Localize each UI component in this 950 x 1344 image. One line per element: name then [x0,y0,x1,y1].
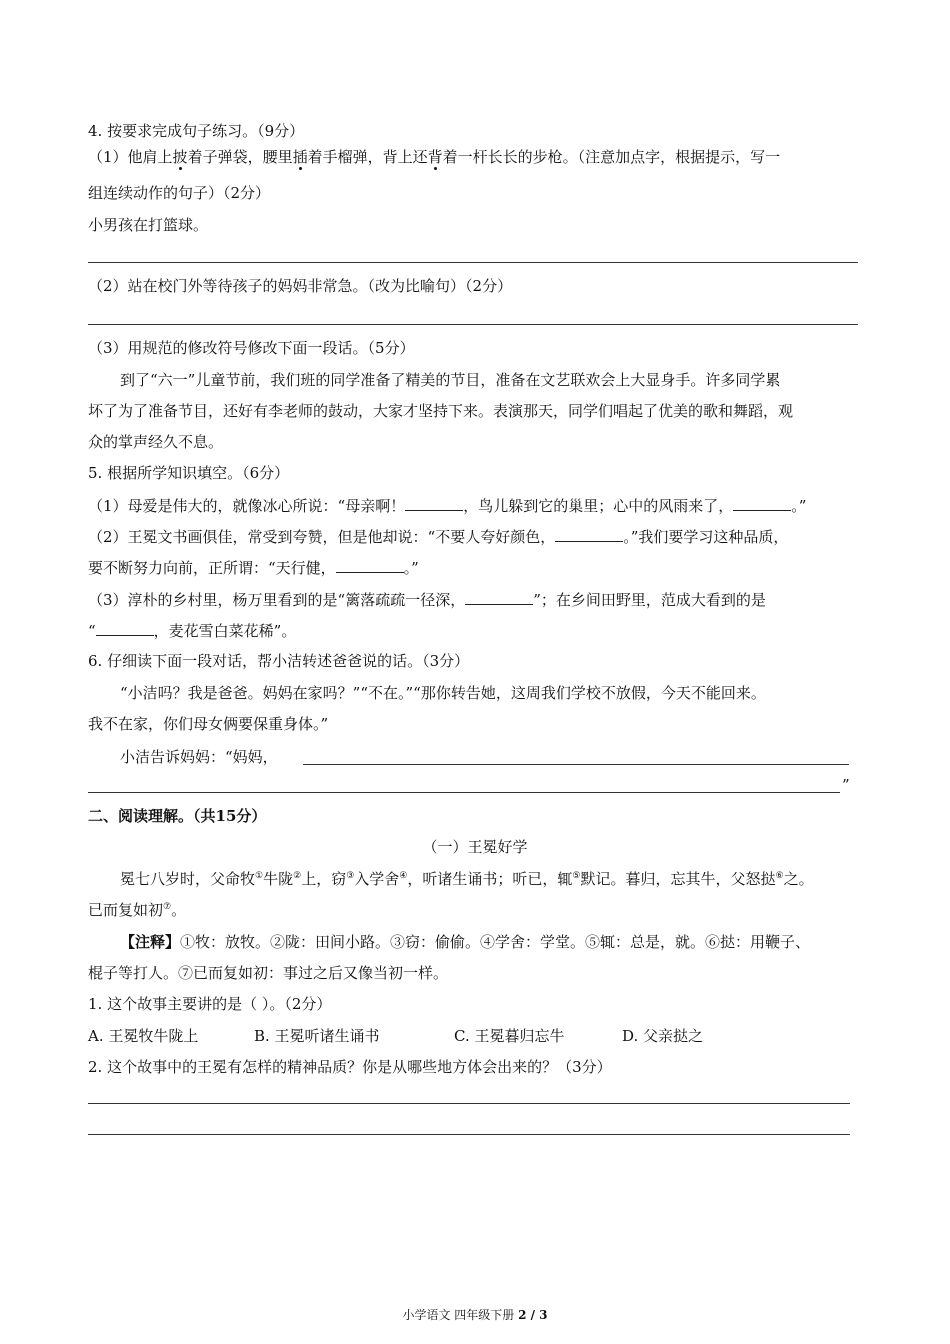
text-segment: 。” [791,497,807,515]
answer-line[interactable] [88,262,858,263]
q6-title: 6. 仔细读下面一段对话，帮小洁转述爸爸说的话。（3分） [88,652,470,670]
emphasis-dot-char: 背 [427,148,443,166]
text-segment: 冕七八岁时，父命牧 [120,870,256,888]
q6-end-quote: ” [842,776,850,794]
text-segment: 要不断努力向前，正所谓：“天行健， [88,559,336,577]
q6-dialog-line: 我不在家，你们母女俩要保重身体。” [88,715,329,733]
text-segment: ”；在乡间田野里，范成大看到的是 [533,591,766,609]
notes-line [120,931,810,953]
q4-part3: （3）用规范的修改符号修改下面一段话。（5分） [88,339,415,357]
footnote-marker: ⑦ [163,902,172,912]
text-segment: ，鸟儿躲到它的巢里；心中的风雨来了， [463,497,734,515]
notes-line: 棍子等打人。⑦已而复如初：事过之后又像当初一样。 [88,964,449,982]
text-segment: 入学舍 [354,870,400,888]
fill-blank[interactable] [336,556,404,573]
answer-line[interactable] [88,792,840,793]
emphasis-dot-char: 插 [292,148,308,166]
option-b[interactable]: B. 王冕听诸生诵书 [254,1027,380,1045]
text-segment: 。 [171,901,187,919]
q5-title: 5. 根据所学知识填空。（6分） [88,464,290,482]
q5-item3-cont [88,619,296,642]
passage-title: （一）王冕好学 [422,838,528,856]
emphasis-dot-char: 披 [172,148,188,166]
text-segment: 默记。暮归，忘其牛，父怒挞 [580,870,776,888]
answer-line[interactable] [88,1134,850,1135]
text-segment: 牛陇 [263,870,294,888]
text-segment: （2）王冕文书画俱佳，常受到夸赞，但是他却说：“不要人夸好颜色， [88,528,556,546]
passage-line [120,868,814,890]
text-segment: （1）母爱是伟大的，就像冰心所说：“母亲啊！ [88,497,406,515]
section2-title: 二、阅读理解。（共15分） [88,807,267,825]
reading-q1: 1. 这个故事主要讲的是（ ）。（2分） [88,995,332,1013]
footer-text: 小学语文 四年级下册 [402,1308,519,1322]
q4-paragraph-line: 到了“六一”儿童节前，我们班的同学准备了精美的节目，准备在文艺联欢会上大显身手。许多同学累 [120,371,781,389]
text-segment: （1）他肩上 [88,148,173,166]
text-segment: （3）淳朴的乡村里，杨万里看到的是“篱落疏疏一径深， [88,591,466,609]
q5-item2-cont [88,556,419,579]
reading-q2: 2. 这个故事中的王冕有怎样的精神品质？你是从哪些地方体会出来的？（3分） [88,1058,612,1076]
q4-title: 4. 按要求完成句子练习。（9分） [88,122,305,140]
footnote-marker: ③ [346,871,355,881]
text-segment: ①牧：放牧。②陇：田间小路。③窃：偷偷。④学舍：学堂。⑤辄：总是，就。⑥挞：用鞭子、 [180,933,811,951]
footnote-marker: ⑥ [775,871,784,881]
q4-part2: （2）站在校门外等待孩子的妈妈非常急。（改为比喻句）（2分） [88,277,513,295]
option-c[interactable]: C. 王冕暮归忘牛 [454,1027,565,1045]
option-a[interactable]: A. 王冕牧牛陇上 [88,1027,199,1045]
answer-line[interactable] [303,764,849,765]
q5-item2 [88,525,788,548]
text-segment: 。” [403,559,419,577]
text-segment: “ [88,622,96,640]
q4-paragraph-line: 坏了为了准备节目，还好有李老师的鼓动，大家才坚持下来。表演那天，同学们唱起了优美的歌和舞蹈，观 [88,402,794,420]
option-d[interactable]: D. 父亲挞之 [622,1027,704,1045]
q4-part1-line1 [88,146,780,168]
fill-blank[interactable] [733,494,791,511]
passage-line [88,899,186,921]
answer-line[interactable] [88,324,858,325]
footnote-marker: ② [293,871,302,881]
footnote-marker: ⑤ [572,871,581,881]
q6-prompt: 小洁告诉妈妈：“妈妈， [120,748,278,766]
text-segment: 着子弹袋，腰里 [187,148,293,166]
fill-blank[interactable] [555,525,623,542]
text-segment: 之。 [783,870,814,888]
text-segment: ，麦花雪白菜花稀”。 [153,622,297,640]
text-segment: 着手榴弹，背上还 [307,148,428,166]
text-segment: 着一杆长长的步枪。（注意加点字，根据提示，写一 [442,148,781,166]
q5-item1 [88,494,806,517]
q6-dialog-line: “小洁吗？我是爸爸。妈妈在家吗？”“不在。”“那你转告她，这周我们学校不放假，今天不能回来。 [120,684,766,702]
text-segment: ，听诸生诵书；听已，辄 [407,870,573,888]
footnote-marker: ① [255,871,264,881]
text-segment: 上，窃 [301,870,347,888]
notes-label: 【注释】 [120,933,181,951]
q4-paragraph-line: 众的掌声经久不息。 [88,433,224,451]
footnote-marker: ④ [399,871,408,881]
fill-blank[interactable] [405,494,463,511]
page-footer [0,1306,950,1323]
answer-line[interactable] [88,1103,850,1104]
page-number: 2 / 3 [518,1308,548,1322]
fill-blank[interactable] [96,619,154,636]
fill-blank[interactable] [465,588,533,605]
text-segment: 已而复如初 [88,901,164,919]
text-segment: 。”我们要学习这种品质， [623,528,789,546]
q4-part1-line2: 组连续动作的句子）（2分） [88,184,271,202]
q4-part1-prompt: 小男孩在打篮球。 [88,216,209,234]
q5-item3 [88,588,766,611]
